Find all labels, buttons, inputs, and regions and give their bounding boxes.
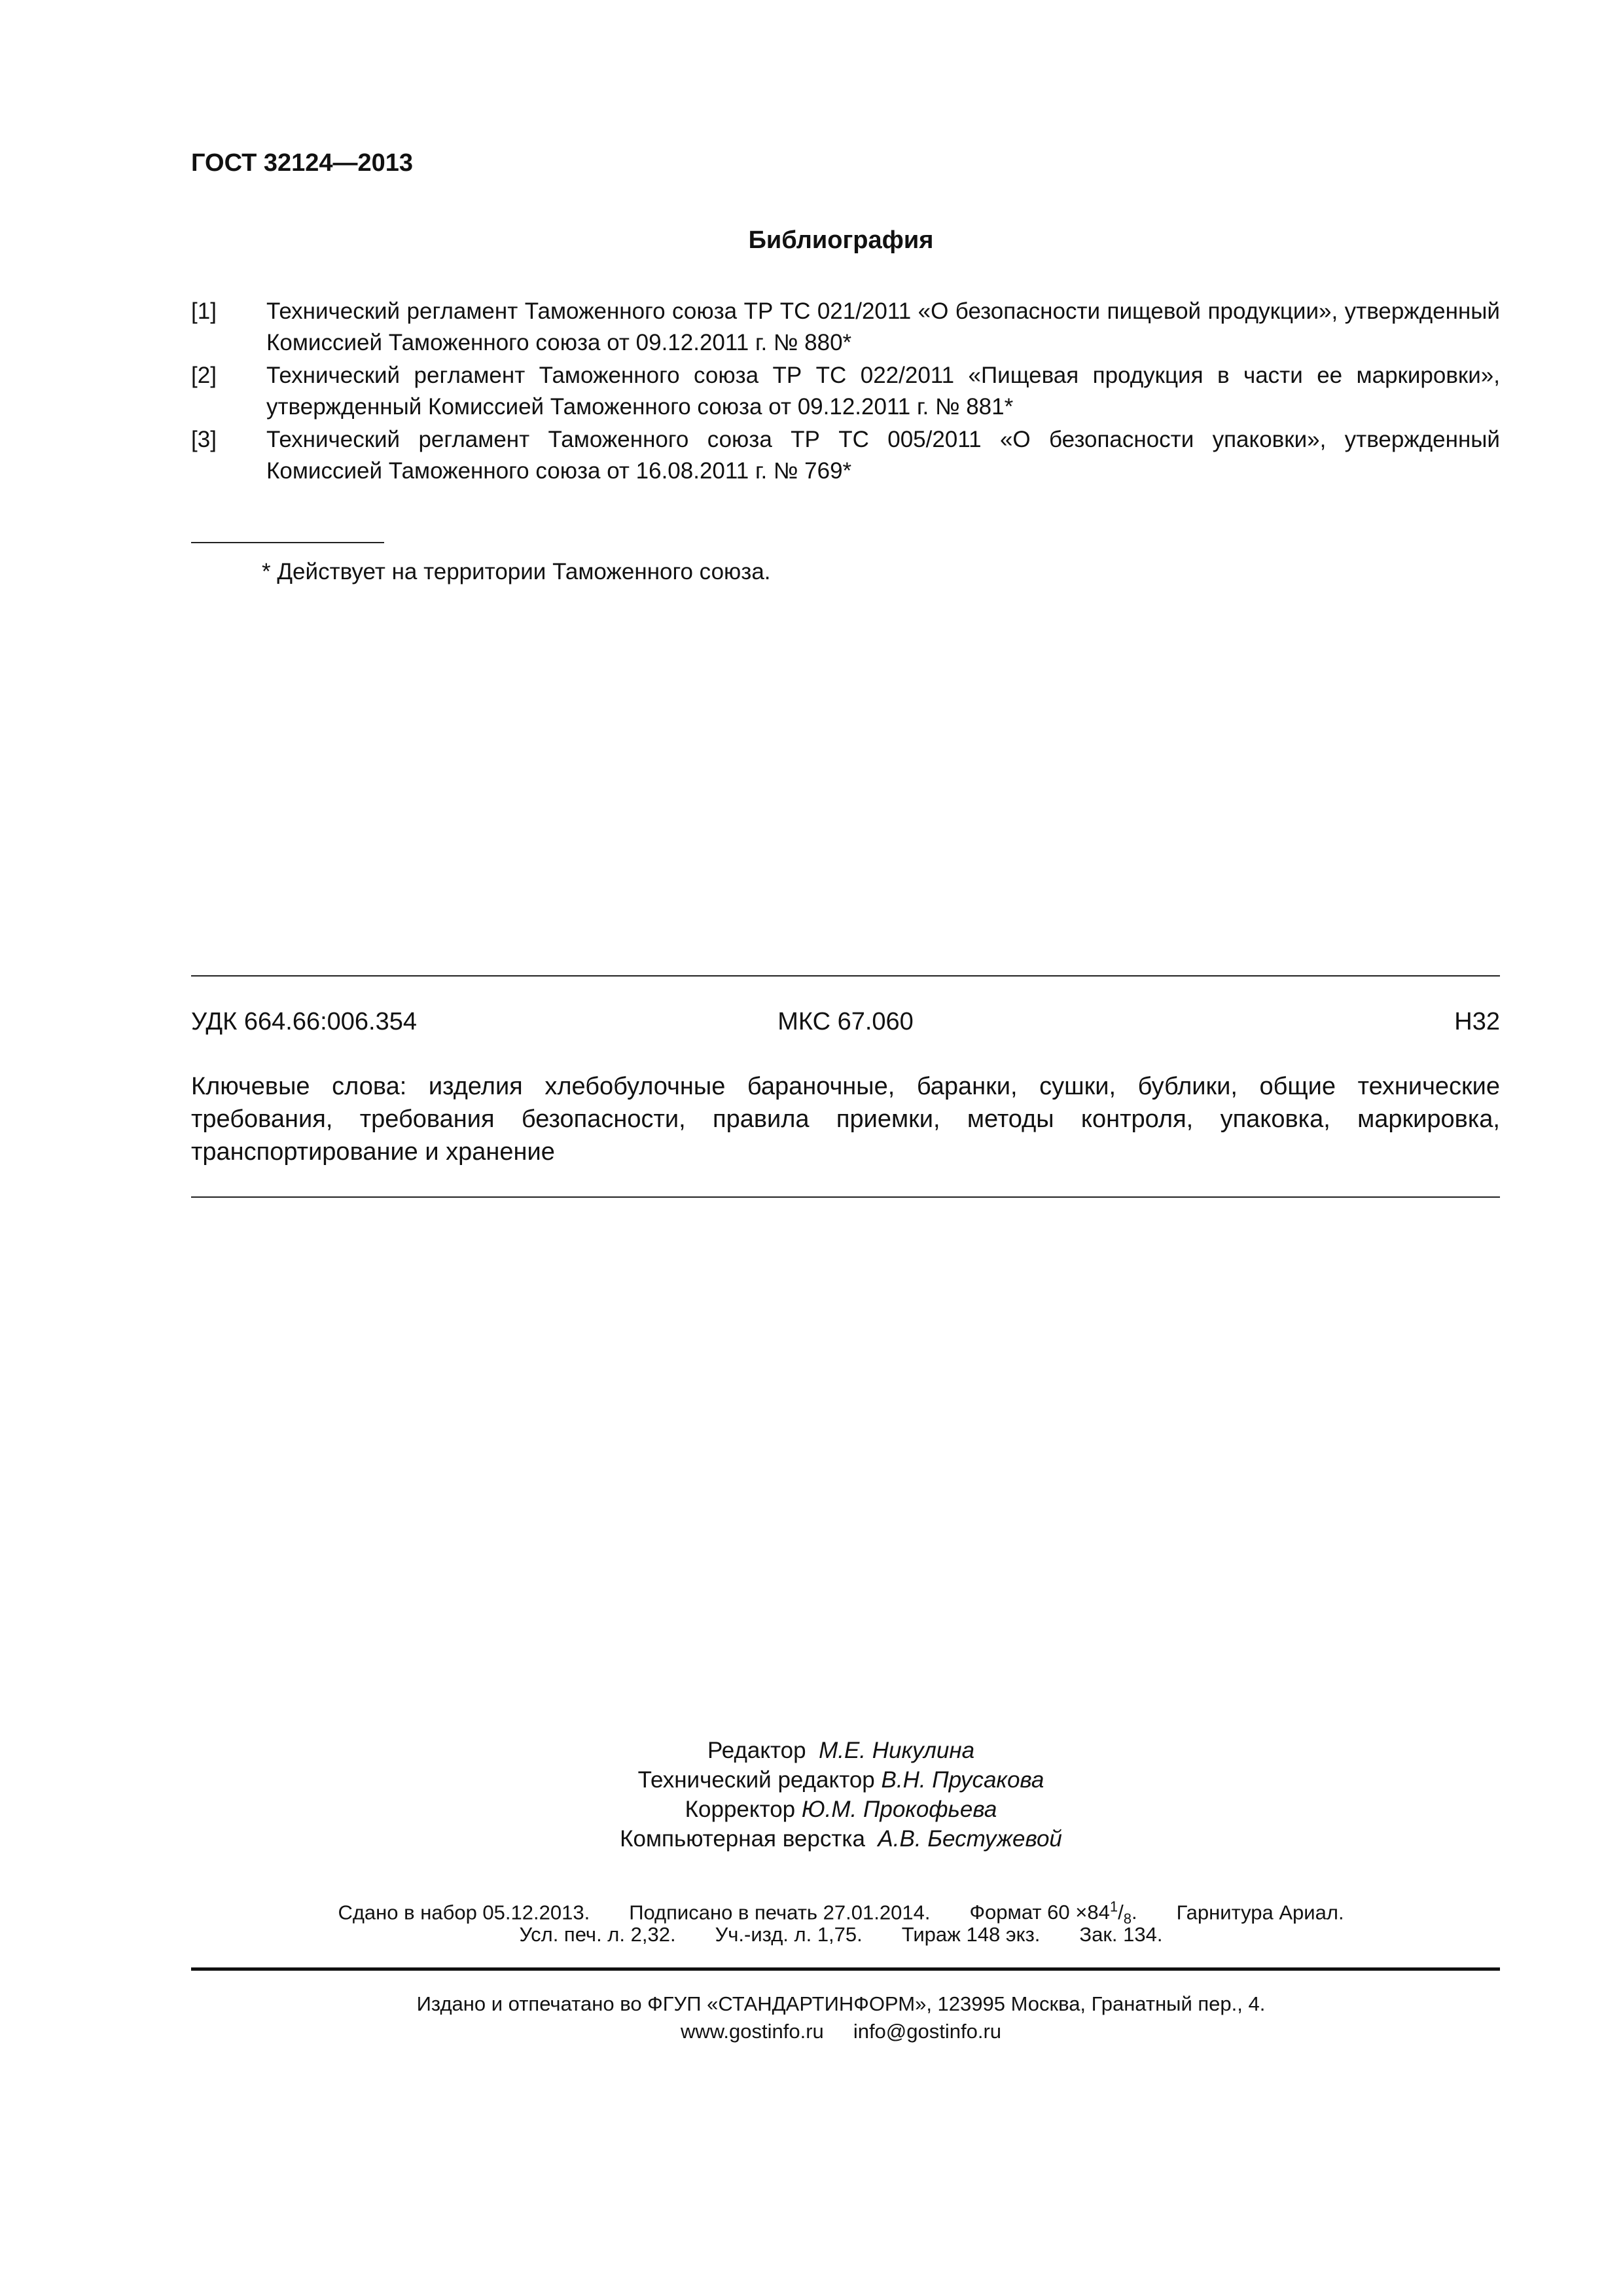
footnote: * Действует на территории Таможенного союза. (262, 559, 771, 584)
credit-role: Редактор (707, 1738, 806, 1763)
print-info-line-2 (0, 1922, 1623, 1948)
credit-line (0, 1795, 1623, 1824)
print-signed: Подписано в печать 27.01.2014. (629, 1901, 931, 1924)
bibliography-item-text: Технический регламент Таможенного союза ТР ТС 022/2011 «Пищевая продукция в части ее маркировки», утвержденный Комиссией Таможенного союза от 09.12.2011 г. № 881* (266, 363, 1500, 420)
credit-role: Компьютерная верстка (620, 1826, 865, 1852)
print-format: Формат $60 \times 84^1/_8$. (969, 1899, 1137, 1928)
bibliography-item (191, 360, 1500, 423)
bibliography-title: Библиография (748, 226, 934, 254)
print-zak: Зак. 134. (1079, 1923, 1163, 1946)
publisher-contacts (0, 2018, 1623, 2045)
publisher-line: Издано и отпечатано во ФГУП «СТАНДАРТИНФОРМ», 123995 Москва, Гранатный пер., 4. (416, 1992, 1266, 2015)
mks-code: МКС 67.060 (777, 1008, 914, 1035)
keywords: Ключевые слова: изделия хлебобулочные бараночные, баранки, сушки, бублики, общие технические требования, требования безопасности, правила приемки, методы контроля, упаковка, маркировка, транспортирование и хранение (191, 1073, 1500, 1166)
credits-block (0, 1736, 1623, 1854)
credit-line (0, 1824, 1623, 1854)
print-uch: Уч.-изд. л. 1,75. (715, 1923, 863, 1946)
publisher-email-link[interactable]: info@gostinfo.ru (853, 2020, 1002, 2043)
bibliography-item-text: Технический регламент Таможенного союза ТР ТС 021/2011 «О безопасности пищевой продукции», утвержденный Комиссией Таможенного союза от 09.12.2011 г. № 880* (266, 298, 1500, 355)
print-typeface: Гарнитура Ариал. (1176, 1901, 1344, 1924)
credit-role: Корректор (685, 1797, 796, 1822)
bibliography-item-number: [2] (191, 363, 217, 388)
credit-name: А.В. Бестужевой (878, 1826, 1062, 1852)
print-sent: Сдано в набор 05.12.2013. (338, 1901, 590, 1924)
credit-role: Технический редактор (637, 1767, 875, 1793)
credit-name: М.Е. Никулина (819, 1738, 975, 1763)
classification-row (191, 1008, 1500, 1039)
divider-bottom (191, 1196, 1500, 1198)
bibliography-item (191, 296, 1500, 359)
print-tirazh: Тираж 148 экз. (901, 1923, 1041, 1946)
divider-top (191, 975, 1500, 977)
udk-code: УДК 664.66:006.354 (191, 1008, 418, 1035)
print-usl: Усл. печ. л. 2,32. (519, 1923, 676, 1946)
okstu-code: Н32 (1454, 1008, 1500, 1035)
credit-name: Ю.М. Прокофьева (801, 1797, 997, 1822)
bibliography-item-number: [3] (191, 427, 217, 452)
credit-name: В.Н. Прусакова (881, 1767, 1044, 1793)
credit-line (0, 1736, 1623, 1765)
footnote-separator (191, 542, 384, 543)
credit-line (0, 1765, 1623, 1795)
bibliography-item-number: [1] (191, 298, 217, 324)
bibliography-item (191, 424, 1500, 487)
bibliography-item-text: Технический регламент Таможенного союза ТР ТС 005/2011 «О безопасности упаковки», утвержденный Комиссией Таможенного союза от 16.08.2011 г. № 769* (266, 427, 1500, 484)
bibliography-list (191, 296, 1500, 488)
publisher-divider (191, 1967, 1500, 1971)
publisher-site-link[interactable]: www.gostinfo.ru (680, 2020, 824, 2043)
document-header: ГОСТ 32124—2013 (191, 149, 414, 177)
